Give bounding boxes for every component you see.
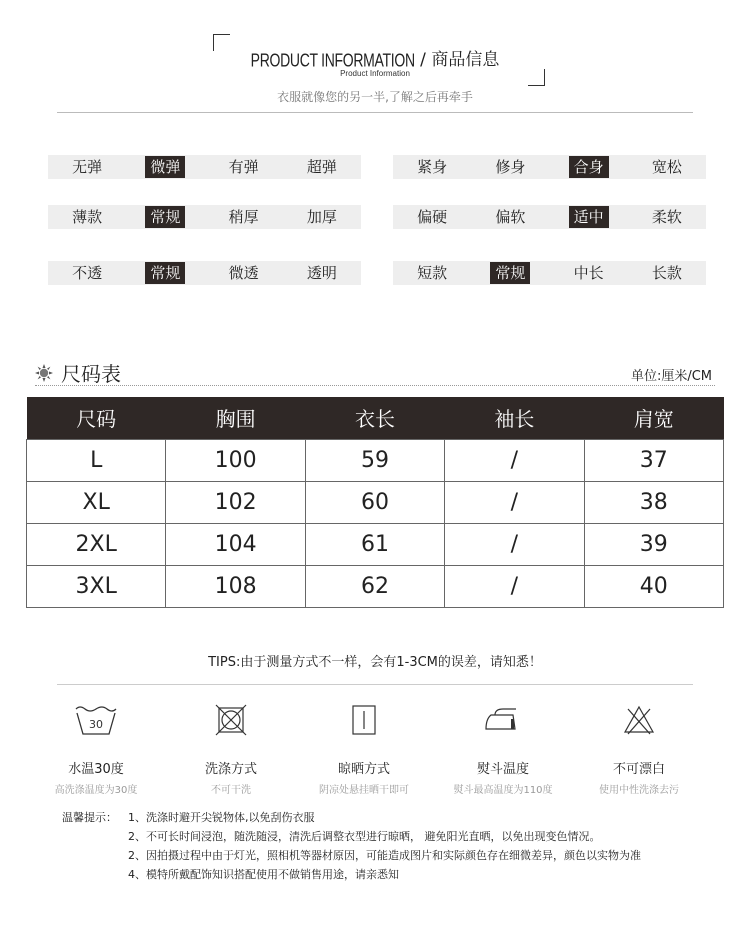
- care-desc: 高洗涤温度为30度: [54, 785, 138, 796]
- attribute-option-label: 紧身: [417, 158, 448, 176]
- attribute-option: [393, 261, 471, 285]
- attribute-option: [283, 155, 361, 179]
- attribute-option: [48, 205, 126, 229]
- title-cn: 商品信息: [431, 50, 500, 70]
- table-row: [27, 523, 724, 565]
- table-cell: 2XL: [27, 523, 166, 565]
- table-cell: 108: [166, 565, 305, 607]
- attribute-option-label: 偏硬: [417, 208, 448, 226]
- care-wash-temp: [36, 700, 156, 796]
- attribute-option: [628, 261, 706, 285]
- attribute-option-label: 长款: [651, 264, 682, 282]
- attribute-option-label: 常规: [145, 262, 185, 284]
- table-cell: 38: [584, 481, 723, 523]
- table-cell: /: [445, 439, 584, 481]
- size-chart-title: 尺码表: [61, 362, 121, 386]
- attribute-option: [205, 205, 283, 229]
- care-desc: 熨斗最高温度为110度: [453, 785, 553, 796]
- slogan: 衣服就像您的另一半,了解之后再牵手: [277, 90, 473, 104]
- attribute-option: [628, 155, 706, 179]
- attribute-option: [48, 261, 126, 285]
- attribute-option-selected: [126, 261, 204, 285]
- care-label: 熨斗温度: [476, 762, 529, 777]
- table-cell: 59: [305, 439, 444, 481]
- attribute-option-label: 无弹: [72, 158, 103, 176]
- attribute-option: [628, 205, 706, 229]
- table-cell: 3XL: [27, 565, 166, 607]
- attribute-option: [550, 261, 628, 285]
- attribute-group: [48, 205, 361, 229]
- attribute-option-label: 偏软: [495, 208, 526, 226]
- care-desc: 使用中性洗涤去污: [599, 785, 679, 796]
- attribute-option: [471, 155, 549, 179]
- table-cell: 40: [584, 565, 723, 607]
- care-label: 水温30度: [68, 762, 124, 777]
- attribute-option-label: 微透: [228, 264, 259, 282]
- attribute-option-label: 短款: [417, 264, 448, 282]
- page-subtitle: Product Information: [340, 69, 410, 78]
- header-divider: [57, 112, 693, 113]
- table-cell: 102: [166, 481, 305, 523]
- page-title: [0, 45, 750, 70]
- attribute-option-label: 薄款: [72, 208, 103, 226]
- size-table-header-cell: 尺码: [27, 397, 166, 439]
- wash-temp-number: 30: [89, 718, 103, 731]
- table-cell: 100: [166, 439, 305, 481]
- no-tumble-dry-icon: [171, 700, 291, 740]
- attribute-option-selected: [126, 155, 204, 179]
- size-chart-divider: [35, 385, 715, 386]
- attribute-option-label: 柔软: [651, 208, 682, 226]
- title-separator: /: [414, 50, 432, 70]
- table-row: [27, 439, 724, 481]
- size-table-header: [27, 397, 724, 439]
- attribute-option: [471, 205, 549, 229]
- attribute-option-label: 常规: [145, 206, 185, 228]
- table-cell: 61: [305, 523, 444, 565]
- care-drying: [304, 700, 424, 796]
- attribute-option: [283, 205, 361, 229]
- table-cell: XL: [27, 481, 166, 523]
- attribute-option-label: 不透: [72, 264, 103, 282]
- attribute-option: [393, 155, 471, 179]
- attribute-option-label: 修身: [495, 158, 526, 176]
- sun-icon: [35, 364, 53, 382]
- care-bleach: [579, 700, 699, 796]
- attribute-option-label: 超弹: [306, 158, 337, 176]
- attribute-option: [393, 205, 471, 229]
- notes-heading: 温馨提示：: [62, 811, 117, 824]
- table-cell: /: [445, 565, 584, 607]
- size-chart-heading: [35, 358, 121, 387]
- size-table-header-cell: 肩宽: [584, 397, 723, 439]
- care-desc: 不可干洗: [211, 785, 251, 796]
- attribute-group: [393, 205, 706, 229]
- attribute-option: [48, 155, 126, 179]
- attribute-option-label: 有弹: [228, 158, 259, 176]
- table-row: [27, 481, 724, 523]
- note-item: 2、不可长时间浸泡，随洗随浸，清洗后调整衣型进行晾晒， 避免阳光直晒，以免出现变色情况。: [128, 830, 601, 843]
- iron-icon: [443, 700, 563, 740]
- note-item: 2、因拍摄过程中由于灯光，照相机等器材原因，可能造成图片和实际颜色存在细微差异，颜色以实物为准: [128, 849, 641, 862]
- attribute-option-selected: [550, 155, 628, 179]
- table-cell: /: [445, 523, 584, 565]
- table-cell: 104: [166, 523, 305, 565]
- care-label: 晾晒方式: [337, 762, 390, 777]
- care-notes: [62, 808, 641, 884]
- note-item: 4、模特所戴配饰知识搭配使用不做销售用途，请亲悉知: [128, 868, 399, 881]
- wash-30-icon: [36, 700, 156, 740]
- size-table-header-cell: 衣长: [305, 397, 444, 439]
- attribute-group: [48, 261, 361, 285]
- attribute-option-label: 稍厚: [228, 208, 259, 226]
- size-table-header-cell: 袖长: [445, 397, 584, 439]
- attribute-option-label: 常规: [490, 262, 530, 284]
- attribute-group: [393, 261, 706, 285]
- table-cell: L: [27, 439, 166, 481]
- title-en: PRODUCT INFORMATION: [250, 49, 415, 71]
- size-table: [26, 397, 724, 608]
- table-cell: /: [445, 481, 584, 523]
- attribute-option-label: 适中: [569, 206, 609, 228]
- attribute-group: [48, 155, 361, 179]
- attribute-option: [283, 261, 361, 285]
- care-iron: [443, 700, 563, 796]
- attribute-option-selected: [126, 205, 204, 229]
- table-cell: 62: [305, 565, 444, 607]
- line-dry-icon: [304, 700, 424, 740]
- table-row: [27, 565, 724, 607]
- attribute-option-label: 合身: [569, 156, 609, 178]
- attribute-option: [205, 155, 283, 179]
- care-desc: 阴凉处悬挂晒干即可: [319, 785, 409, 796]
- attribute-option-label: 加厚: [306, 208, 337, 226]
- size-table-header-cell: 胸围: [166, 397, 305, 439]
- table-cell: 60: [305, 481, 444, 523]
- size-chart-unit: 单位:厘米/CM: [630, 369, 712, 384]
- attribute-option-label: 中长: [573, 264, 604, 282]
- attribute-option: [205, 261, 283, 285]
- attribute-group: [393, 155, 706, 179]
- table-cell: 37: [584, 439, 723, 481]
- attribute-option-label: 微弹: [145, 156, 185, 178]
- attribute-option-label: 宽松: [651, 158, 682, 176]
- no-bleach-icon: [579, 700, 699, 740]
- tips-divider: [57, 684, 693, 685]
- attribute-option-label: 透明: [306, 264, 337, 282]
- tips-text: TIPS:由于测量方式不一样，会有1-3CM的误差，请知悉！: [208, 655, 542, 670]
- note-item: 1、洗涤时避开尖锐物体,以免刮伤衣服: [128, 811, 315, 824]
- attribute-option-selected: [471, 261, 549, 285]
- care-label: 不可漂白: [612, 762, 665, 777]
- care-label: 洗涤方式: [204, 762, 257, 777]
- care-wash-method: [171, 700, 291, 796]
- attribute-option-selected: [550, 205, 628, 229]
- table-cell: 39: [584, 523, 723, 565]
